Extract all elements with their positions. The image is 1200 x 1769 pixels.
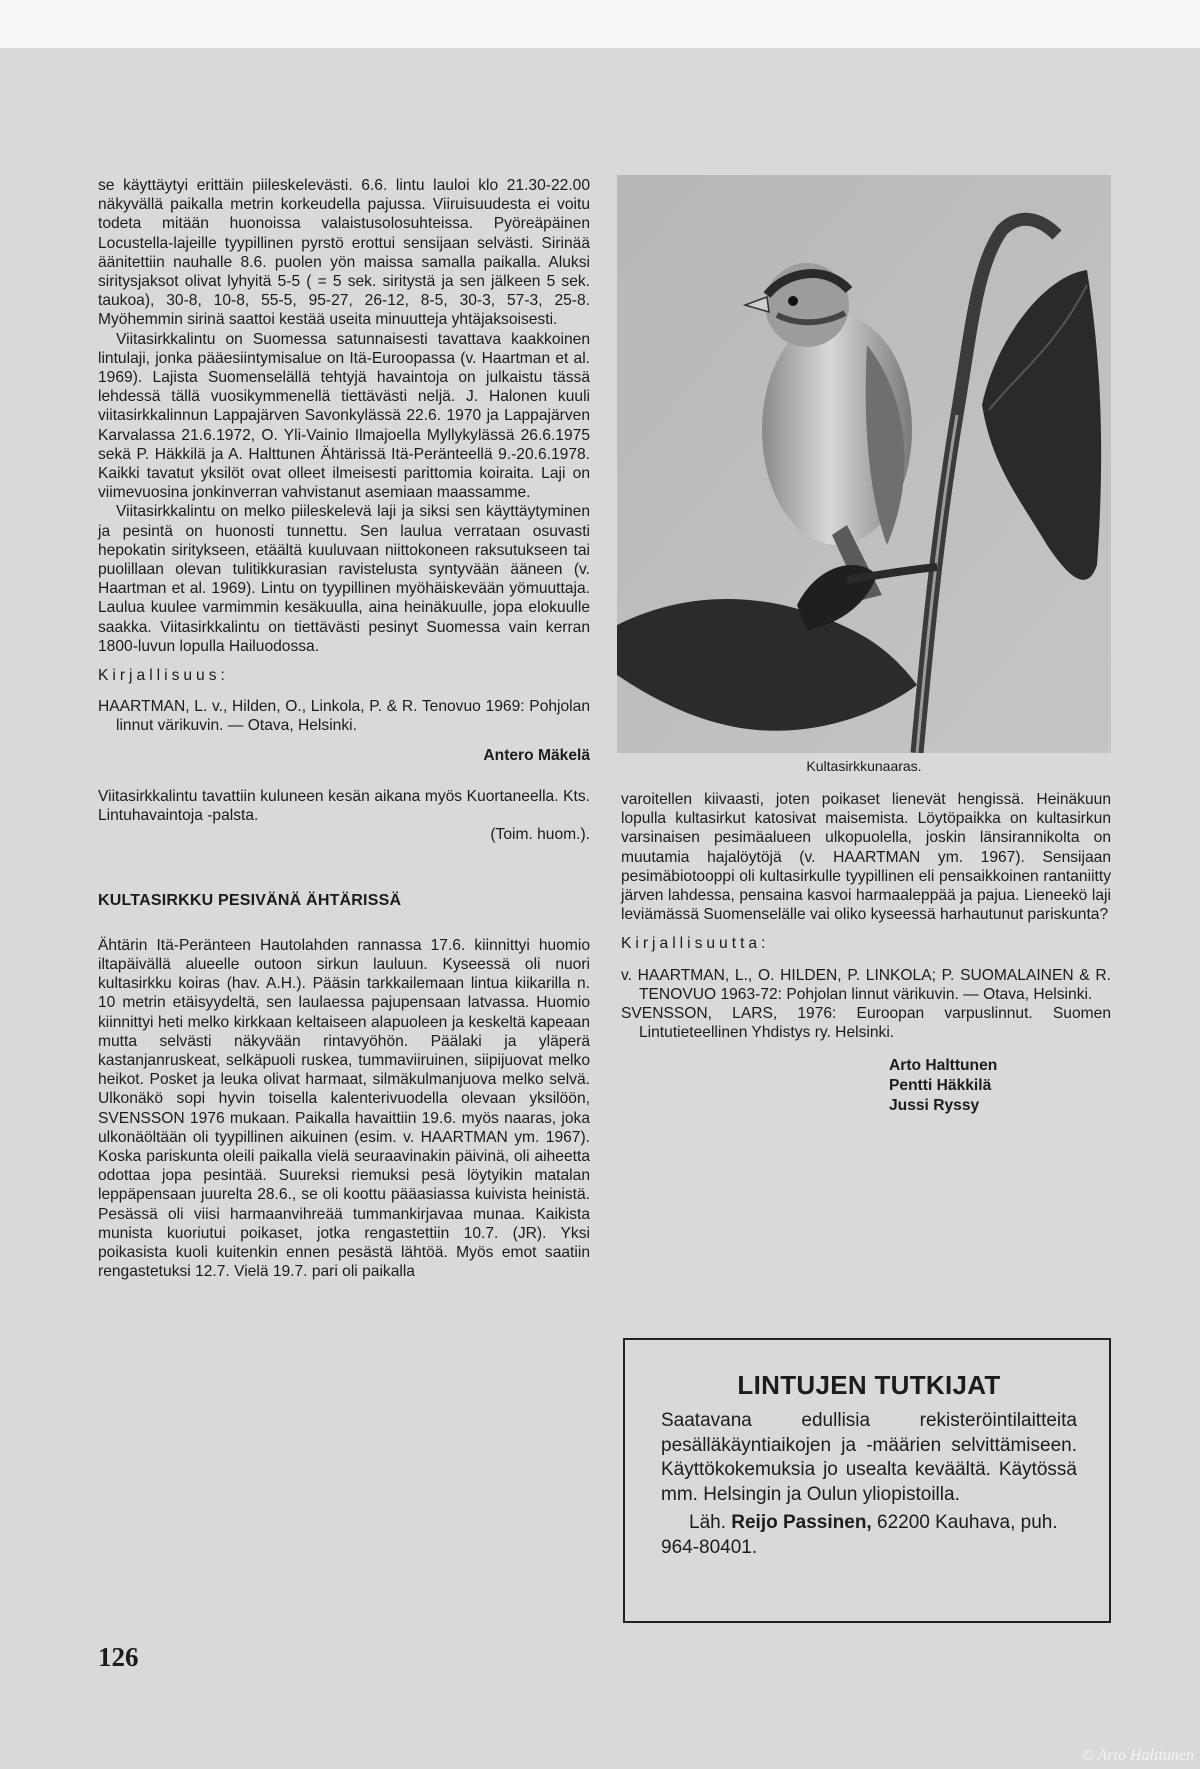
- article-heading: KULTASIRKKU PESIVÄNÄ ÄHTÄRISSÄ: [98, 891, 402, 909]
- ad-body: Saatavana edullisia rekisteröintilaitteita pesälläkäyntiaikojen ja -määrien selvittämiseen. Käyttökokemuksia jo usealta keväältä. Käytössä mm. Helsingin ja Oulun yliopistoilla.: [661, 1410, 1077, 1505]
- ad-contact: [661, 1511, 1077, 1560]
- ad-contact-prefix: Läh.: [689, 1512, 726, 1533]
- watermark: © Arto Halttunen: [1081, 1747, 1194, 1764]
- references-label: Kirjallisuutta:: [621, 935, 770, 953]
- article-paragraph: se käyttäytyi erittäin piileskelevästi. 6.6. lintu lauloi klo 21.30-22.00 näkyvällä paikalla metrin korkeudella pajussa. Viiruisuudesta ei voitu todeta mitään huonoissa valaistusolosuhteissa. Pyöreäpäinen Locustella-lajeille tyypillinen pyrstö erottui sensijaan selvästi. Sirinää äänitettiin nauhalle 8.6. puolen yön maissa samalla paikalla. Aluksi siritysjaksot olivat lyhyitä 5-5 ( = 5 sek. siritystä ja sen jälkeen 5 sek. taukoa), 30-8, 10-8, 55-5, 95-27, 26-12, 8-5, 30-3, 57-3, 25-8. Myöhemmin sirinä saattoi kestää useita minuutteja yhtäjaksoisesti.: [98, 177, 590, 329]
- author-name: Jussi Ryssy: [889, 1097, 980, 1115]
- bunting-illustration: [617, 175, 1111, 753]
- ad-contact-name: Reijo Passinen,: [731, 1512, 872, 1533]
- ad-title: LINTUJEN TUTKIJAT: [737, 1370, 1001, 1400]
- article-authors: [889, 1056, 1111, 1116]
- advertisement-box: [623, 1338, 1111, 1623]
- ad-contact-details: 62200 Kauhava, puh. 964-80401.: [661, 1512, 1058, 1558]
- article-author: Antero Mäkelä: [483, 746, 590, 764]
- scan-top-margin: [0, 0, 1200, 48]
- article-paragraph: Viitasirkkalintu on melko piileskelevä laji ja siksi sen käyttäytyminen ja pesintä on huonosti tunnettu. Sen laulua verrataan osuvasti hepokatin siritykseen, etäältä kuuluvaan niittokoneen raksutukseen tai puolillaan olevan tulitikkurasian ravistelusta syntyvään ääneen (v. Haartman et al. 1969). Lintu on tyypillinen myöhäiskevään yömuuttaja. Laulua kuulee varmimmin kesäkuulla, aina heinäkuulle, jopa elokuulle saakka. Viitasirkkalintu on tiettävästi pesinyt Suomessa vain kerran 1800-luvun lopulla Hailuodossa.: [98, 503, 590, 655]
- article-paragraph: varoitellen kiivaasti, joten poikaset lienevät hengissä. Heinäkuun lopulla kultasirkut katosivat maisemista. Löytöpaikka on kultasirkun varsinaisen pesimäalueen ulkopuolella, joskin länsirannikolta on muutamia hajalöytöjä (v. HAARTMAN ym. 1967). Sensijaan pesimäbiotooppi oli kultasirkulle tyypillinen eli pensaikkoinen rantaniitty järven lahdessa, pensaina kasvoi harmaaleppää ja pajua. Lieneekö laji leviämässä Suomenselälle vai oliko kyseessä harhautunut pariskunta?: [621, 791, 1111, 924]
- author-name: Arto Halttunen: [889, 1057, 998, 1075]
- photo-caption: Kultasirkkunaaras.: [806, 758, 922, 774]
- reference-item: v. HAARTMAN, L., O. HILDEN, P. LINKOLA; P. SUOMALAINEN & R. TENOVUO 1963-72: Pohjolan linnut värikuvin. — Otava, Helsinki.: [621, 966, 1111, 1003]
- article-paragraph: Viitasirkkalintu on Suomessa satunnaisesti tavattava kaakkoinen lintulaji, jonka pääesiintymisalue on Itä-Euroopassa (v. Haartman et al. 1969). Lajista Suomenselällä tehtyjä havaintoja on julkaistu tässä lehdessä tällä vuosikymmenellä tiettävästi neljä. J. Halonen kuuli viitasirkkalinnun Lappajärven Savonkylässä 22.6. 1970 ja Lappajärven Karvalassa 21.6.1972, O. Yli-Vainio Ilmajoella Myllykylässä 26.6.1975 sekä P. Häkkilä ja A. Halttunen Ähtärissä Itä-Peränteellä 9.-20.6.1978. Kaikki tavatut yksilöt ovat olleet ilmeisesti parittomia koiraita. Laji on viimevuosina jonkinverran vahvistanut asemiaan maassamme.: [98, 330, 590, 502]
- references-label: Kirjallisuus:: [98, 667, 229, 685]
- editor-note-sign: (Toim. huom.).: [490, 826, 590, 844]
- reference-item: HAARTMAN, L. v., Hilden, O., Linkola, P. & R. Tenovuo 1969: Pohjolan linnut värikuvin. — Otava, Helsinki.: [98, 698, 590, 735]
- left-column: [98, 176, 590, 1281]
- right-column: [621, 790, 1111, 1116]
- page-number: 126: [98, 1642, 139, 1672]
- author-name: Pentti Häkkilä: [889, 1077, 992, 1095]
- reference-item: SVENSSON, LARS, 1976: Euroopan varpuslinnut. Suomen Lintutieteellinen Yhdistys ry. Helsinki.: [621, 1005, 1111, 1042]
- editor-note: Viitasirkkalintu tavattiin kuluneen kesän aikana myös Kuortaneella. Kts. Lintuhavaintoja -palsta.: [98, 787, 590, 825]
- article-paragraph: Ähtärin Itä-Peränteen Hautolahden rannassa 17.6. kiinnittyi huomio iltapäivällä alueelle outoon sirkun lauluun. Kyseessä oli nuori kultasirkku koiras (hav. A.H.). Pääsin tarkkailemaan lintua kiikarilla n. 10 metrin etäisyydeltä, sen laulaessa pajupensaan latvassa. Huomio kiinnittyi heti melko kirkkaan keltaiseen alapuoleen ja keskeltä kapeaan mutta selvästi näkyvään rintavyöhön. Päälaki ja yläperä kastanjanruskeat, selkäpuoli ruskea, tummaviiruinen, siipijuovat melko heikot. Posket ja leuka olivat harmaat, silmäkulmanjuova melko selvä. Ulkonäkö sopi hyvin toisella kalenterivuodella olevaan yksilöön, SVENSSON 1976 mukaan. Paikalla havaittiin 19.6. myös naaras, joka ulkonäöltään oli tyypillinen aikuinen (esim. v. HAARTMAN ym. 1967). Koska pariskunta oleili paikalla vielä seuraavinakin päivinä, oli aiheetta odottaa jopa pesintää. Suureksi riemuksi pesä löytyikin matalan leppäpensaan juurelta 28.6., se oli koottu pääasiassa kuivista heinistä. Pesässä oli viisi harmaanvihreää tummankirjavaa munaa. Kaikista munista kuoriutui poikaset, jotka rengastettiin 10.7. (JR). Yksi poikasista kuoli kuitenkin ennen pesästä lähtöä. Myös emot saatiin rengastetuksi 12.7. Vielä 19.7. pari oli paikalla: [98, 936, 590, 1281]
- bird-photo: [617, 175, 1111, 753]
